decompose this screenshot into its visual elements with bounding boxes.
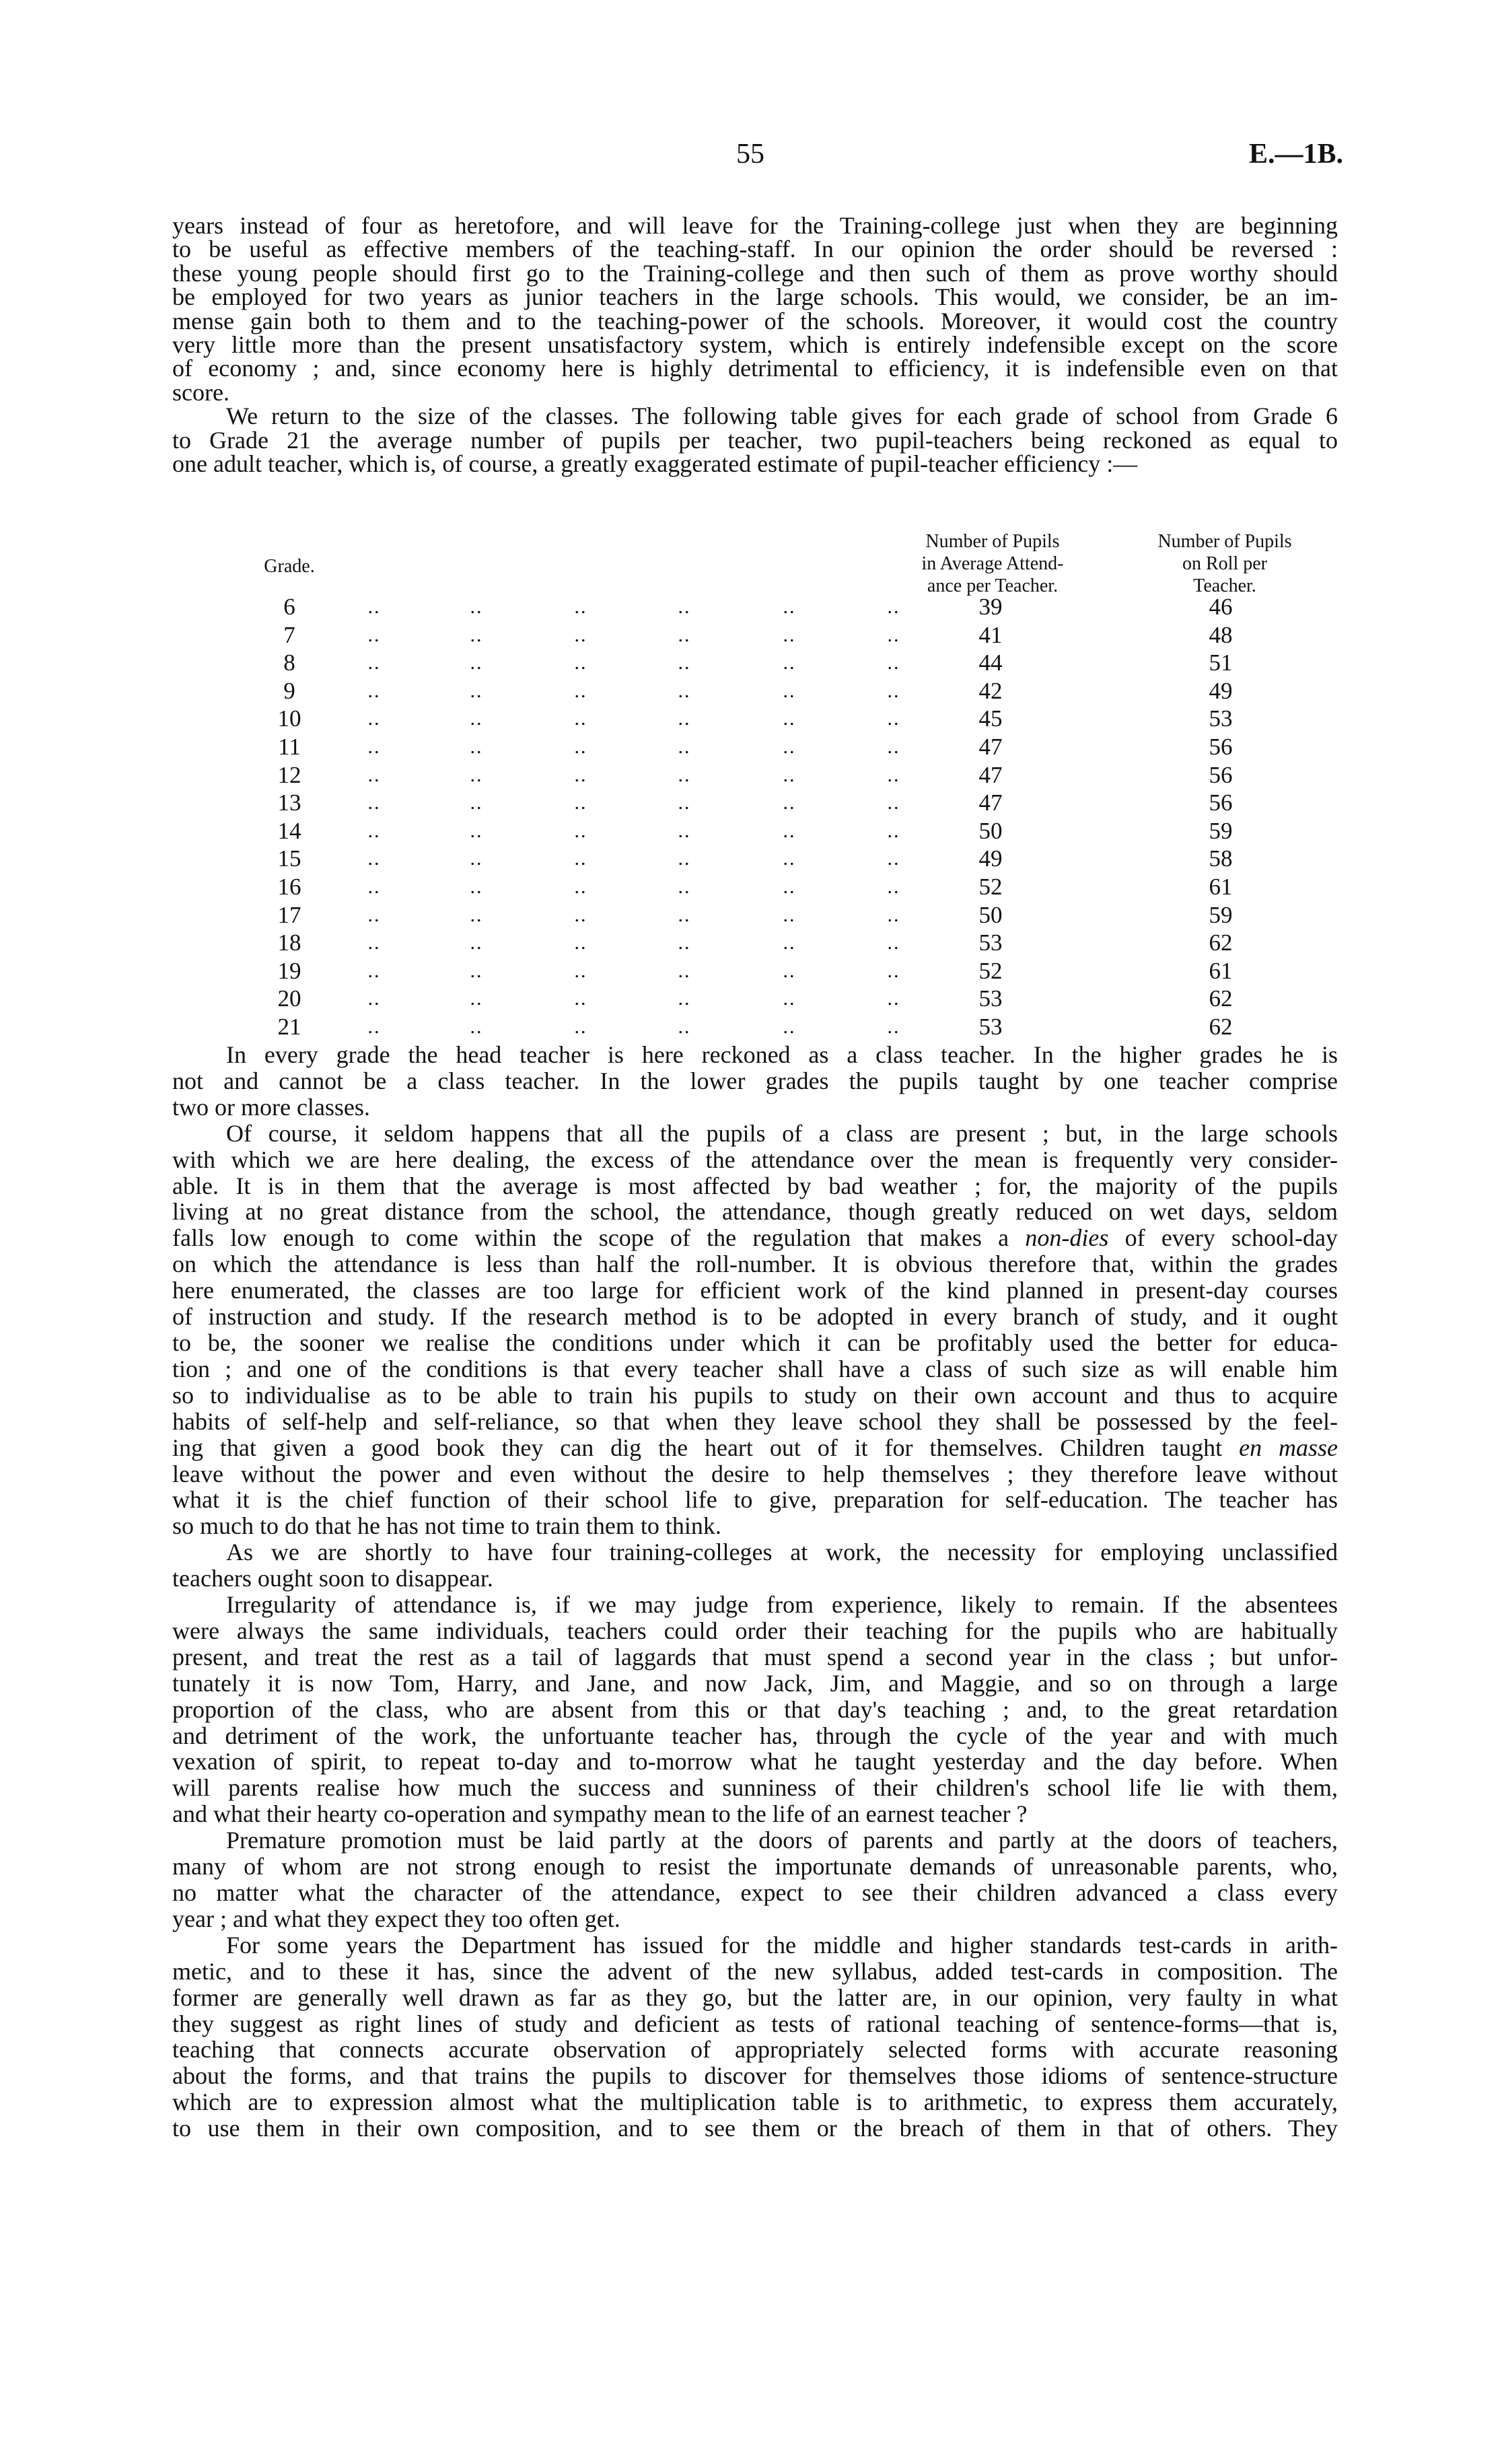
leader-dots: .. [783, 987, 796, 1010]
leader-dots: .. [887, 623, 900, 646]
grade-cell: 7 [283, 621, 295, 648]
leader-dots: .. [470, 876, 483, 898]
text-line: which are to expression almost what the multiplication table is to arithmetic, to express them accurately, [172, 2088, 1338, 2116]
roll-cell: 62 [1209, 985, 1233, 1012]
paragraph [172, 1932, 1338, 2142]
paragraph [172, 404, 1338, 476]
grade-cell: 9 [283, 677, 295, 704]
leader-dots: .. [574, 707, 587, 730]
text-line: metic, and to these it has, since the advent of the new syllabus, added test-cards in composition. The [172, 1957, 1338, 1985]
grade-cell: 8 [283, 649, 295, 676]
leader-dots: .. [678, 707, 691, 730]
attendance-cell: 53 [978, 1014, 1003, 1040]
leader-dots: .. [678, 679, 691, 702]
grade-cell: 21 [277, 1014, 301, 1040]
text-line: of instruction and study. If the research method is to be adopted in every branch of study, and it ought [172, 1303, 1338, 1331]
text-segment: of every school-day [1108, 1224, 1338, 1252]
leader-dots: .. [887, 847, 900, 870]
text-line: many of whom are not strong enough to resist the importunate demands of unreasonable parents, who, [172, 1853, 1338, 1880]
roll-cell: 61 [1209, 874, 1233, 900]
leader-dots: .. [367, 707, 381, 730]
leader-dots: .. [470, 652, 483, 674]
column-header-attendance [888, 530, 1097, 597]
attendance-cell: 50 [978, 817, 1003, 844]
paragraph [172, 1042, 1338, 1121]
roll-cell: 59 [1209, 817, 1233, 844]
leader-dots: .. [574, 903, 587, 926]
leader-dots: .. [887, 987, 900, 1010]
roll-cell: 62 [1209, 1014, 1233, 1040]
leader-dots: .. [887, 876, 900, 898]
text-block-bottom [172, 1042, 1338, 2142]
leader-dots: .. [470, 763, 483, 786]
leader-dots: .. [574, 736, 587, 758]
leader-dots: .. [574, 791, 587, 814]
grade-cell: 14 [277, 817, 301, 844]
leader-dots: .. [574, 623, 587, 646]
leader-dots: .. [678, 1016, 691, 1038]
leader-dots: .. [367, 903, 381, 926]
grade-cell: 10 [277, 705, 301, 732]
leader-dots: .. [367, 679, 381, 702]
text-line: tion ; and one of the conditions is that every teacher shall have a class of such size as will enable him [172, 1355, 1338, 1382]
leader-dots: .. [887, 707, 900, 730]
text-line: Irregularity of attendance is, if we may judge from experience, likely to remain. If the absentees [226, 1591, 1338, 1619]
roll-cell: 48 [1209, 621, 1233, 648]
grade-cell: 16 [277, 874, 301, 900]
text-line: be employed for two years as junior teachers in the large schools. This would, we consider, be an im- [172, 283, 1338, 311]
grade-cell: 18 [277, 929, 301, 956]
leader-dots: .. [470, 931, 483, 954]
leader-dots: .. [678, 652, 691, 674]
leader-dots: .. [470, 903, 483, 926]
text-line [172, 1435, 1338, 1461]
leader-dots: .. [678, 791, 691, 814]
header-line: in Average Attend- [921, 553, 1064, 574]
leader-dots: .. [678, 987, 691, 1010]
leader-dots: .. [470, 791, 483, 814]
text-line: vexation of spirit, to repeat to-day and to-morrow what he taught yesterday and the day before. When [172, 1748, 1338, 1775]
leader-dots: .. [783, 791, 796, 814]
attendance-cell: 49 [978, 845, 1003, 872]
text-line: habits of self-help and self-reliance, so that when they leave school they shall be possessed by the feel- [172, 1407, 1338, 1435]
attendance-cell: 44 [978, 649, 1003, 676]
grade-cell: 20 [277, 985, 301, 1012]
leader-dots: .. [783, 819, 796, 842]
text-line: no matter what the character of the attendance, expect to see their children advanced a class every [172, 1879, 1338, 1906]
text-segment: falls low enough to come within the scope of the regulation that makes a [172, 1224, 1026, 1252]
attendance-cell: 53 [978, 929, 1003, 956]
leader-dots: .. [678, 847, 691, 870]
leader-dots: .. [367, 876, 381, 898]
leader-dots: .. [470, 819, 483, 842]
text-line: so to individualise as to be able to train his pupils to study on their own account and thus to acquire [172, 1381, 1338, 1409]
roll-cell: 46 [1209, 594, 1233, 620]
text-line: years instead of four as heretofore, and will leave for the Training-college just when they are beginning [172, 212, 1338, 239]
text-line: year ; and what they expect they too often get. [172, 1905, 620, 1932]
text-line: present, and treat the rest as a tail of laggards that must spend a second year in the class ; but unfor- [172, 1643, 1338, 1670]
leader-dots: .. [367, 623, 381, 646]
text-line: Premature promotion must be laid partly at the doors of parents and partly at the doors of teachers, [226, 1827, 1338, 1854]
leader-dots: .. [367, 847, 381, 870]
text-line: tunately it is now Tom, Harry, and Jane, and now Jack, Jim, and Maggie, and so on through a large [172, 1669, 1338, 1697]
header-line: Number of Pupils [925, 531, 1060, 552]
text-line: what it is the chief function of their school life to give, preparation for self-education. The teacher has [172, 1486, 1338, 1514]
roll-cell: 56 [1209, 734, 1233, 760]
column-header-roll [1131, 530, 1319, 597]
text-line: teaching that connects accurate observation of appropriately selected forms with accurate reasoning [172, 2036, 1338, 2064]
leader-dots: .. [470, 707, 483, 730]
text-line: score. [172, 378, 229, 406]
text-line: here enumerated, the classes are too large for efficient work of the kind planned in present-day courses [172, 1277, 1338, 1304]
roll-cell: 56 [1209, 789, 1233, 816]
leader-dots: .. [678, 903, 691, 926]
leader-dots: .. [574, 876, 587, 898]
leader-dots: .. [783, 679, 796, 702]
leader-dots: .. [574, 959, 587, 982]
grade-cell: 11 [278, 734, 301, 760]
leader-dots: .. [470, 679, 483, 702]
header-line: Number of Pupils [1157, 531, 1292, 552]
roll-cell: 56 [1209, 761, 1233, 788]
grade-cell: 13 [277, 789, 301, 816]
grade-cell: 6 [283, 594, 295, 620]
attendance-cell: 52 [978, 874, 1003, 900]
attendance-cell: 53 [978, 985, 1003, 1012]
grade-cell: 19 [277, 957, 301, 984]
leader-dots: .. [367, 819, 381, 842]
leader-dots: .. [783, 876, 796, 898]
leader-dots: .. [367, 791, 381, 814]
attendance-cell: 47 [978, 789, 1003, 816]
leader-dots: .. [574, 763, 587, 786]
leader-dots: .. [470, 847, 483, 870]
text-line: We return to the size of the classes. The following table gives for each grade of school from Grade 6 [226, 402, 1338, 430]
document-code: E.—1B. [1248, 139, 1343, 170]
leader-dots: .. [367, 959, 381, 982]
italic-phrase: non-dies [1025, 1224, 1109, 1252]
attendance-cell: 42 [978, 677, 1003, 704]
text-line: very little more than the present unsatisfactory system, which is entirely indefensible except on the score [172, 331, 1338, 359]
text-line: to be useful as effective members of the teaching-staff. In our opinion the order should be reversed : [172, 236, 1338, 263]
text-line: For some years the Department has issued for the middle and higher standards test-cards in arith- [226, 1931, 1338, 1959]
text-line: will parents realise how much the success and sunniness of their children's school life lie with them, [172, 1774, 1338, 1802]
text-line: Of course, it seldom happens that all the pupils of a class are present ; but, in the large schools [226, 1119, 1338, 1147]
leader-dots: .. [783, 903, 796, 926]
paragraph [172, 1827, 1338, 1932]
text-line: to be, the sooner we realise the conditions under which it can be profitably used the better for educa- [172, 1329, 1338, 1356]
page-number: 55 [736, 139, 764, 170]
leader-dots: .. [783, 707, 796, 730]
text-line: former are generally well drawn as far as they go, but the latter are, in our opinion, very faulty in what [172, 1983, 1338, 2011]
header-line: ance per Teacher. [927, 575, 1059, 596]
leader-dots: .. [678, 763, 691, 786]
leader-dots: .. [887, 903, 900, 926]
text-line: and what their hearty co-operation and sympathy mean to the life of an earnest teacher ? [172, 1800, 1028, 1828]
leader-dots: .. [783, 1016, 796, 1038]
header-line: on Roll per [1182, 553, 1267, 574]
leader-dots: .. [783, 763, 796, 786]
leader-dots: .. [470, 959, 483, 982]
text-segment: ing that given a good book they can dig the heart out of it for themselves. Children taught [172, 1434, 1240, 1461]
leader-dots: .. [887, 679, 900, 702]
text-line: on which the attendance is less than half the roll-number. It is obvious therefore that, within the grades [172, 1251, 1338, 1278]
grade-cell: 12 [277, 761, 301, 788]
text-line: proportion of the class, who are absent from this or that day's teaching ; and, to the great retardation [172, 1695, 1338, 1723]
leader-dots: .. [783, 736, 796, 758]
leader-dots: .. [367, 596, 381, 618]
leader-dots: .. [887, 791, 900, 814]
paragraph [172, 1121, 1338, 1540]
leader-dots: .. [783, 847, 796, 870]
text-line: these young people should first go to the Training-college and then such of them as prove worthy should [172, 259, 1338, 287]
italic-phrase: en masse [1239, 1434, 1338, 1461]
roll-cell: 49 [1209, 677, 1233, 704]
roll-cell: 58 [1209, 845, 1233, 872]
text-line: to use them in their own composition, and to see them or the breach of them in that of others. They [172, 2115, 1338, 2142]
leader-dots: .. [470, 596, 483, 618]
header-line: Teacher. [1193, 575, 1256, 596]
leader-dots: .. [678, 876, 691, 898]
leader-dots: .. [367, 987, 381, 1010]
leader-dots: .. [887, 959, 900, 982]
leader-dots: .. [678, 736, 691, 758]
roll-cell: 53 [1209, 705, 1233, 732]
text-line: one adult teacher, which is, of course, a greatly exaggerated estimate of pupil-teacher efficiency :— [172, 450, 1138, 478]
column-header-grade: Grade. [264, 556, 315, 577]
text-block-top [172, 214, 1338, 476]
leader-dots: .. [678, 959, 691, 982]
text-line: teachers ought soon to disappear. [172, 1565, 493, 1592]
leader-dots: .. [783, 931, 796, 954]
attendance-cell: 47 [978, 761, 1003, 788]
leader-dots: .. [887, 736, 900, 758]
leader-dots: .. [367, 931, 381, 954]
roll-cell: 62 [1209, 929, 1233, 956]
grade-cell: 15 [277, 845, 301, 872]
leader-dots: .. [887, 763, 900, 786]
roll-cell: 61 [1209, 957, 1233, 984]
leader-dots: .. [887, 652, 900, 674]
attendance-cell: 45 [978, 705, 1003, 732]
leader-dots: .. [367, 1016, 381, 1038]
leader-dots: .. [367, 763, 381, 786]
leader-dots: .. [783, 596, 796, 618]
attendance-cell: 39 [978, 594, 1003, 620]
text-line: As we are shortly to have four training-colleges at work, the necessity for employing unclassified [226, 1539, 1338, 1566]
attendance-cell: 52 [978, 957, 1003, 984]
text-line: of economy ; and, since economy here is highly detrimental to efficiency, it is indefensible even on that [172, 355, 1338, 382]
text-line: not and cannot be a class teacher. In the lower grades the pupils taught by one teacher comprise [172, 1067, 1338, 1094]
attendance-cell: 50 [978, 901, 1003, 928]
leader-dots: .. [574, 931, 587, 954]
leader-dots: .. [887, 819, 900, 842]
text-line: In every grade the head teacher is here reckoned as a class teacher. In the higher grades he is [226, 1041, 1338, 1068]
leader-dots: .. [470, 1016, 483, 1038]
paragraph [172, 1539, 1338, 1592]
text-line: with which we are here dealing, the excess of the attendance over the mean is frequently very consider- [172, 1146, 1338, 1173]
text-line: mense gain both to them and to the teaching-power of the schools. Moreover, it would cost the country [172, 307, 1338, 335]
leader-dots: .. [470, 623, 483, 646]
leader-dots: .. [678, 931, 691, 954]
text-line: and detriment of the work, the unfortuante teacher has, through the cycle of the year and with much [172, 1722, 1338, 1749]
roll-cell: 51 [1209, 649, 1233, 676]
leader-dots: .. [783, 652, 796, 674]
leader-dots: .. [678, 819, 691, 842]
grade-cell: 17 [277, 901, 301, 928]
leader-dots: .. [783, 623, 796, 646]
leader-dots: .. [887, 931, 900, 954]
attendance-cell: 41 [978, 621, 1003, 648]
text-line [172, 1225, 1338, 1251]
attendance-cell: 47 [978, 734, 1003, 760]
text-line: about the forms, and that trains the pupils to discover for themselves those idioms of sentence-structure [172, 2062, 1338, 2090]
leader-dots: .. [574, 652, 587, 674]
text-line: two or more classes. [172, 1093, 370, 1121]
leader-dots: .. [470, 736, 483, 758]
leader-dots: .. [574, 819, 587, 842]
leader-dots: .. [574, 1016, 587, 1038]
leader-dots: .. [367, 736, 381, 758]
paragraph [172, 214, 1338, 404]
text-line: to Grade 21 the average number of pupils per teacher, two pupil-teachers being reckoned as equal to [172, 426, 1338, 454]
leader-dots: .. [678, 596, 691, 618]
roll-cell: 59 [1209, 901, 1233, 928]
leader-dots: .. [574, 987, 587, 1010]
text-line: living at no great distance from the school, the attendance, though greatly reduced on wet days, seldom [172, 1198, 1338, 1226]
paragraph [172, 1592, 1338, 1827]
leader-dots: .. [887, 1016, 900, 1038]
leader-dots: .. [367, 652, 381, 674]
text-line: were always the same individuals, teachers could order their teaching for the pupils who are habitually [172, 1617, 1338, 1644]
leader-dots: .. [678, 623, 691, 646]
leader-dots: .. [574, 679, 587, 702]
leader-dots: .. [574, 847, 587, 870]
text-line: leave without the power and even without the desire to help themselves ; they therefore leave without [172, 1460, 1338, 1487]
text-line: they suggest as right lines of study and deficient as tests of rational teaching of sentence-forms—that is, [172, 2010, 1338, 2037]
leader-dots: .. [574, 596, 587, 618]
leader-dots: .. [470, 987, 483, 1010]
leader-dots: .. [887, 596, 900, 618]
text-line: able. It is in them that the average is most affected by bad weather ; for, the majority of the pupils [172, 1172, 1338, 1199]
text-line: so much to do that he has not time to train them to think. [172, 1512, 721, 1540]
leader-dots: .. [783, 959, 796, 982]
